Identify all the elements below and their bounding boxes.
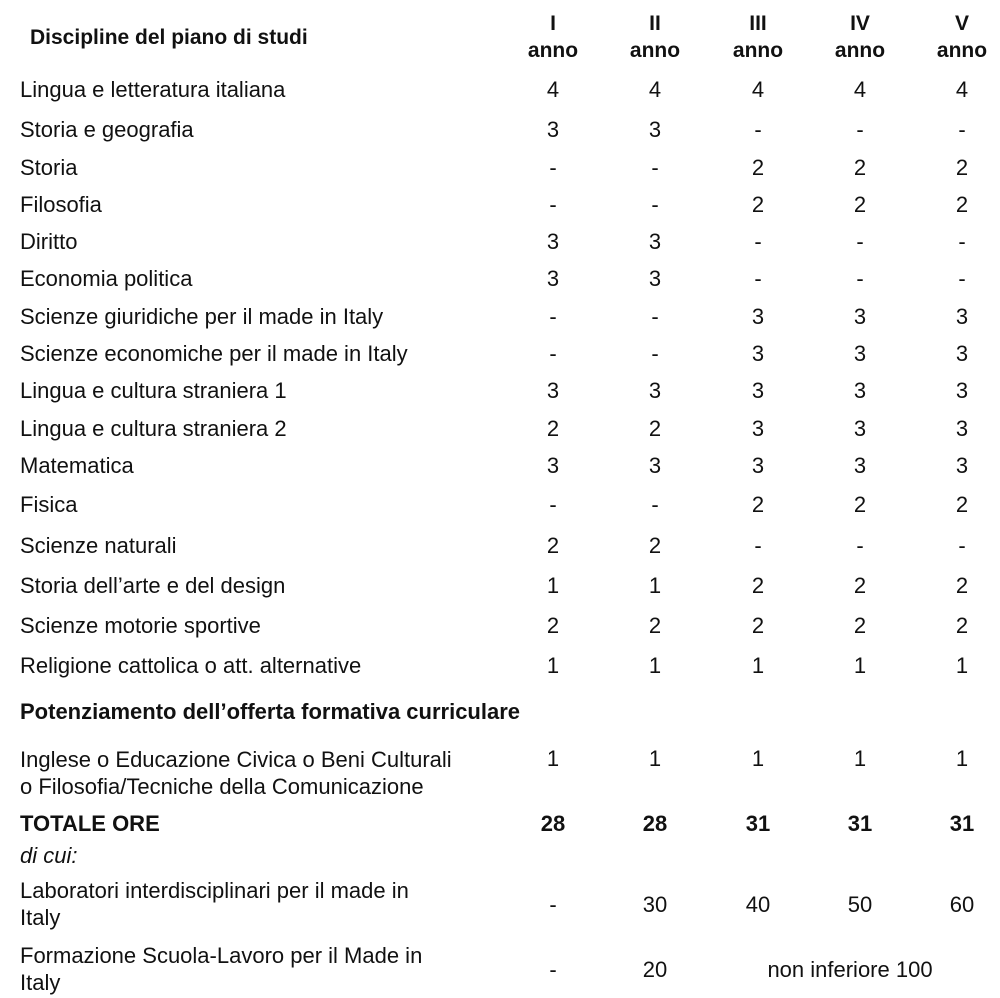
hours-year-3: 1: [751, 746, 765, 771]
hours-year-5: -: [958, 117, 966, 142]
hours-year-4: 3: [853, 304, 867, 329]
subject-name: Fisica: [20, 492, 78, 517]
hours-year-3: 4: [751, 77, 765, 102]
hours-year-2: 1: [648, 653, 662, 678]
hours-year-2: 30: [642, 892, 668, 917]
hours-year-4: 2: [853, 155, 867, 180]
hours-year-5: 2: [955, 573, 969, 598]
hours-year-2: 3: [648, 266, 662, 291]
potenziamento-subject: [20, 746, 452, 800]
hours-year-4: 50: [847, 892, 873, 917]
hours-year-5: 3: [955, 304, 969, 329]
hours-year-5: -: [958, 266, 966, 291]
hours-year-5: -: [958, 533, 966, 558]
total-year-4: 31: [847, 811, 873, 836]
hours-year-1: 2: [546, 416, 560, 441]
subject-name: Storia e geografia: [20, 117, 194, 142]
hours-year-2: -: [651, 341, 659, 366]
hours-year-1: 4: [546, 77, 560, 102]
hours-year-3: -: [754, 117, 762, 142]
hours-year-1: 1: [546, 653, 560, 678]
hours-year-4: 2: [853, 613, 867, 638]
subject-name: Scienze economiche per il made in Italy: [20, 341, 408, 366]
hours-year-5: 1: [955, 653, 969, 678]
subject-name: Filosofia: [20, 192, 102, 217]
subject-name: Scienze giuridiche per il made in Italy: [20, 304, 384, 329]
potenziamento-title: Potenziamento dell’offerta formativa curriculare: [20, 699, 521, 724]
hours-year-5: 2: [955, 613, 969, 638]
laboratori-line-2: Italy: [20, 905, 61, 930]
hours-year-3: -: [754, 533, 762, 558]
header-year-2: II anno: [629, 12, 681, 62]
hours-year-2: 20: [642, 957, 668, 982]
di-cui-label: di cui:: [20, 843, 78, 868]
hours-year-5: 1: [955, 746, 969, 771]
formazione-line-1: Formazione Scuola-Lavoro per il Made in: [20, 943, 423, 968]
hours-year-3: -: [754, 229, 762, 254]
header-year-3: III anno: [732, 12, 784, 62]
hours-year-4: -: [856, 266, 864, 291]
subject-name: Economia politica: [20, 266, 193, 291]
hours-year-4: 1: [853, 746, 867, 771]
hours-year-3: 2: [751, 192, 765, 217]
formazione-subject: [20, 942, 422, 996]
hours-year-1: 3: [546, 229, 560, 254]
subject-name: Lingua e cultura straniera 1: [20, 378, 287, 403]
subject-name: Storia: [20, 155, 78, 180]
hours-year-3: 3: [751, 453, 765, 478]
hours-year-5: -: [958, 229, 966, 254]
hours-year-4: 3: [853, 453, 867, 478]
hours-year-1: 1: [546, 746, 560, 771]
hours-year-4: -: [856, 117, 864, 142]
hours-year-5: 2: [955, 192, 969, 217]
hours-year-1: 3: [546, 266, 560, 291]
hours-year-1: 3: [546, 453, 560, 478]
hours-year-1: -: [549, 957, 557, 982]
header-title: Discipline del piano di studi: [30, 26, 308, 49]
hours-year-3: 3: [751, 341, 765, 366]
laboratori-line-1: Laboratori interdisciplinari per il made in: [20, 878, 409, 903]
hours-year-5: 2: [955, 492, 969, 517]
hours-year-4: 3: [853, 416, 867, 441]
hours-year-2: 3: [648, 378, 662, 403]
subject-name: Scienze naturali: [20, 533, 177, 558]
hours-year-2: 1: [648, 746, 662, 771]
hours-year-2: 2: [648, 416, 662, 441]
hours-year-2: 3: [648, 229, 662, 254]
total-year-3: 31: [745, 811, 771, 836]
hours-year-4: 2: [853, 492, 867, 517]
potenziamento-line-1: Inglese o Educazione Civica o Beni Culturali: [20, 747, 452, 772]
hours-year-2: 3: [648, 117, 662, 142]
subject-name: Scienze motorie sportive: [20, 613, 261, 638]
hours-year-2: 1: [648, 573, 662, 598]
hours-year-4: 4: [853, 77, 867, 102]
hours-year-1: -: [549, 155, 557, 180]
laboratori-subject: [20, 877, 409, 931]
hours-year-2: 2: [648, 613, 662, 638]
hours-year-1: -: [549, 192, 557, 217]
hours-year-3: 3: [751, 416, 765, 441]
header-year-4: IV anno: [834, 12, 886, 62]
hours-year-1: -: [549, 341, 557, 366]
subject-name: Lingua e cultura straniera 2: [20, 416, 287, 441]
hours-year-3: 2: [751, 573, 765, 598]
hours-year-5: 3: [955, 378, 969, 403]
hours-year-5: 2: [955, 155, 969, 180]
formazione-line-2: Italy: [20, 970, 61, 995]
hours-year-1: -: [549, 492, 557, 517]
hours-year-5: 3: [955, 416, 969, 441]
hours-year-1: 3: [546, 117, 560, 142]
hours-year-2: 4: [648, 77, 662, 102]
hours-year-2: -: [651, 304, 659, 329]
hours-year-1: 3: [546, 378, 560, 403]
hours-year-4: -: [856, 229, 864, 254]
hours-years-3-5: non inferiore 100: [767, 957, 933, 982]
hours-year-5: 3: [955, 453, 969, 478]
hours-year-1: -: [549, 304, 557, 329]
hours-year-4: 2: [853, 573, 867, 598]
total-label: TOTALE ORE: [20, 811, 160, 836]
subject-name: Diritto: [20, 229, 78, 254]
hours-year-3: 3: [751, 378, 765, 403]
subject-name: Religione cattolica o att. alternative: [20, 653, 362, 678]
hours-year-4: 3: [853, 378, 867, 403]
hours-year-1: 2: [546, 613, 560, 638]
hours-year-1: 2: [546, 533, 560, 558]
hours-year-5: 60: [949, 892, 975, 917]
hours-year-3: 1: [751, 653, 765, 678]
hours-year-1: 1: [546, 573, 560, 598]
hours-year-3: 3: [751, 304, 765, 329]
hours-year-3: 2: [751, 613, 765, 638]
header-year-5: V anno: [936, 12, 988, 62]
hours-year-4: 2: [853, 192, 867, 217]
hours-year-5: 4: [955, 77, 969, 102]
hours-year-1: -: [549, 892, 557, 917]
potenziamento-line-2: o Filosofia/Tecniche della Comunicazione: [20, 774, 424, 799]
hours-year-4: 1: [853, 653, 867, 678]
total-year-2: 28: [642, 811, 668, 836]
subject-name: Lingua e letteratura italiana: [20, 77, 286, 102]
hours-year-5: 3: [955, 341, 969, 366]
hours-year-2: -: [651, 492, 659, 517]
hours-year-4: 3: [853, 341, 867, 366]
subject-name: Storia dell’arte e del design: [20, 573, 286, 598]
header-year-1: I anno: [527, 12, 579, 62]
total-year-1: 28: [540, 811, 566, 836]
hours-year-3: -: [754, 266, 762, 291]
hours-year-2: 2: [648, 533, 662, 558]
hours-year-3: 2: [751, 155, 765, 180]
hours-year-2: -: [651, 155, 659, 180]
hours-year-2: 3: [648, 453, 662, 478]
hours-year-4: -: [856, 533, 864, 558]
hours-year-3: 40: [745, 892, 771, 917]
hours-year-2: -: [651, 192, 659, 217]
total-year-5: 31: [949, 811, 975, 836]
subject-name: Matematica: [20, 453, 134, 478]
hours-year-3: 2: [751, 492, 765, 517]
